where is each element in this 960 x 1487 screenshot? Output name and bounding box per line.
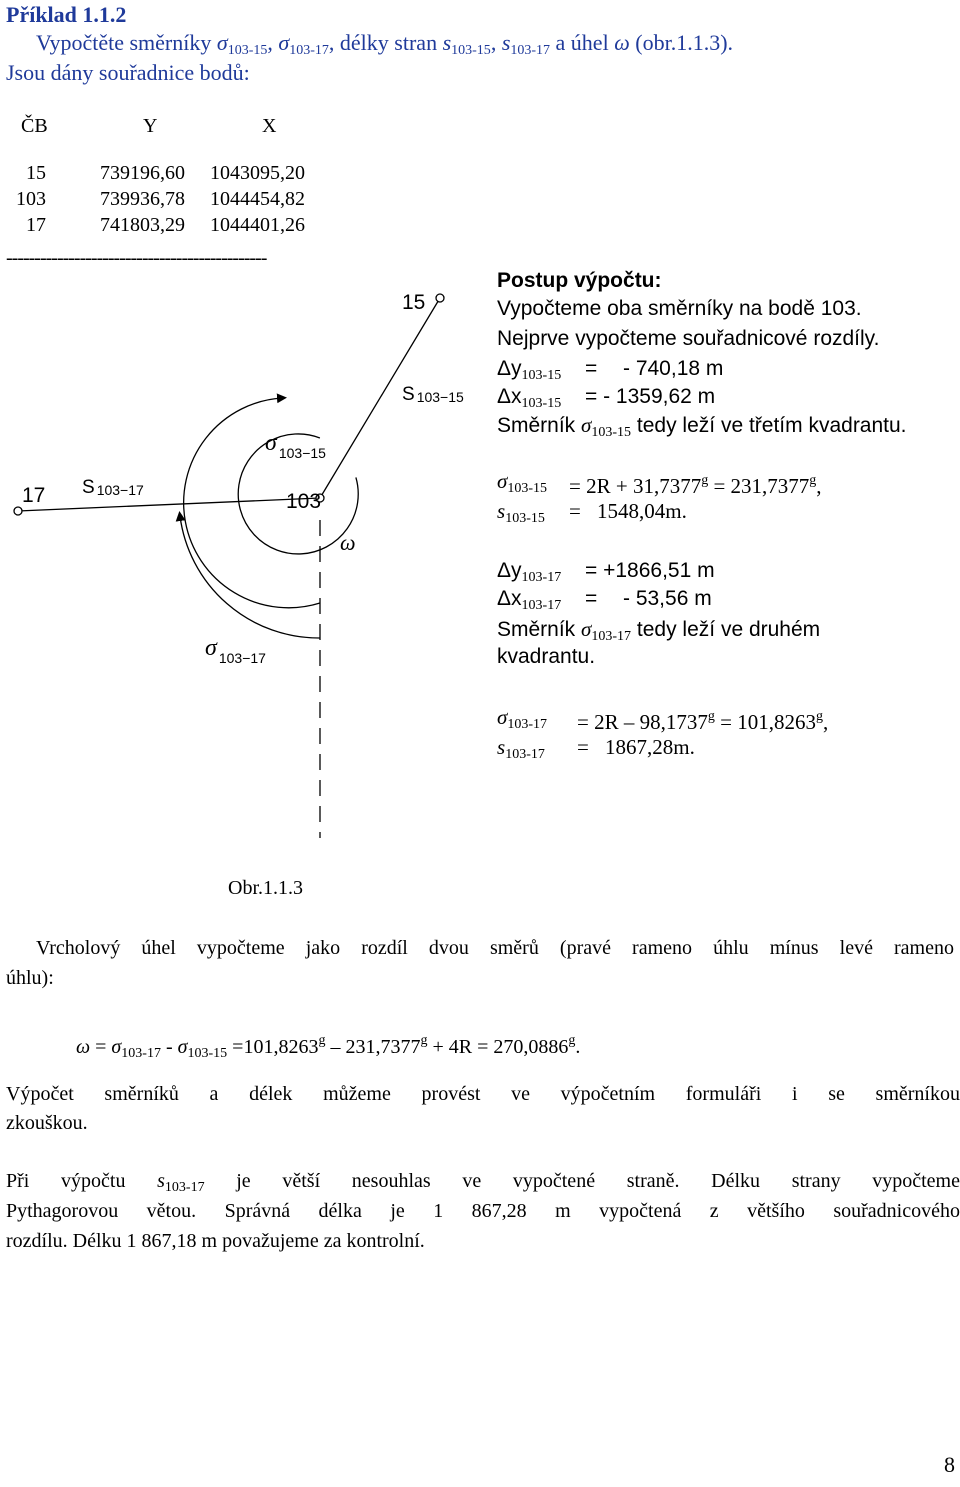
- label-omega: ω: [340, 530, 356, 555]
- point-15: [436, 294, 444, 302]
- omega-equation: $\omega = \sigma_{103-17} - \sigma_{103-15} =101,8263^g - 231,7377^g + 4R = 270,0886^g$.: [76, 1033, 581, 1061]
- calc-line-1: Vypočteme oba směrníky na bodě 103.: [497, 297, 862, 320]
- intro-line-2: Jsou dány souřadnice bodů:: [6, 60, 250, 85]
- calc-sigma-103-15: $\sigma_{103-15}$ = 2R + 31,7377$^g$ = 231,7377$^g$,: [497, 469, 822, 498]
- table-row: 103 739936,78 1044454,82: [16, 188, 305, 210]
- calc-sigma-103-17: $\sigma_{103-17}$ = 2R – 98,1737$^g$ = 101,8263$^g$,: [497, 705, 829, 734]
- table-separator: ----------------------------------------------: [6, 247, 267, 269]
- calc-dy-103-15: $\Delta y_{103-15}$ = - 740,18 m: [497, 357, 724, 383]
- table-row: 15 739196,60 1043095,20: [26, 162, 305, 184]
- calc-dx-103-17: $\Delta x_{103-17}$ = - 53,56 m: [497, 587, 712, 613]
- calc-dy-103-17: $\Delta y_{103-17}$ = +1866,51 m: [497, 559, 715, 585]
- label-s-103-15: S 103−15: [402, 384, 464, 405]
- calc-dx-103-15: $\Delta x_{103-15}$ = - 1359,62 m: [497, 385, 716, 411]
- paragraph-1-line-1: Vrcholový úhel vypočteme jako rozdíl dvou směrů (pravé rameno úhlu mínus levé rameno: [36, 937, 954, 959]
- intro-line-1: Vypočtěte směrníky $\sigma_{103-15}$, $\sigma_{103-17}$, délky stran $s_{103-15}$, $s_{103-17}$ a úhel ω (obr.1.1.3).: [36, 30, 734, 58]
- label-point-17: 17: [22, 484, 46, 507]
- paragraph-3-line-3: rozdílu. Délku 1 867,18 m považujeme za kontrolní.: [6, 1230, 425, 1252]
- paragraph-1-line-2: úhlu):: [6, 967, 54, 989]
- label-point-103: 103: [286, 490, 322, 513]
- calc-quadrant-103-17: Směrník $\sigma_{103-17}$ tedy leží ve druhém: [497, 617, 821, 644]
- page-title: Příklad 1.1.2: [6, 2, 127, 27]
- calc-quadrant-103-17-cont: kvadrantu.: [497, 645, 596, 668]
- figure-caption: Obr.1.1.3: [228, 877, 303, 899]
- calc-heading: Postup výpočtu:: [497, 269, 662, 292]
- label-sigma-103-15: σ $_{103-15}$: [265, 430, 326, 461]
- calc-s-103-17: $s_{103-17}$ = 1867,28m.: [497, 735, 695, 762]
- table-header-row: [0, 115, 320, 141]
- calc-s-103-15: $s_{103-15}$ = 1548,04m.: [497, 499, 687, 526]
- table-row: 17 741803,29 1044401,26: [26, 214, 305, 236]
- paragraph-2-line-1: Výpočet směrníků a délek můžeme provést ve výpočetním formuláři i se směrníkou: [6, 1083, 960, 1105]
- point-17: [14, 507, 22, 515]
- paragraph-3-line-1: Při výpočtu $s_{103-17}$ je větší nesouhlas ve vypočtené straně. Délku strany vypočteme: [6, 1170, 960, 1195]
- label-s-103-17: S 103−17: [82, 477, 144, 498]
- line-103-17: [18, 498, 320, 511]
- label-point-15: 15: [402, 291, 426, 314]
- col-header-x: X: [262, 115, 277, 137]
- col-header-cb: ČB: [21, 115, 48, 137]
- paragraph-3-line-2: Pythagorovou větou. Správná délka je 1 867,28 m vypočtená z většího souřadnicového: [6, 1200, 960, 1222]
- calculation-block: [497, 0, 960, 800]
- page-number: 8: [944, 1452, 955, 1477]
- calc-quadrant-103-15: Směrník $\sigma_{103-15}$ tedy leží ve třetím kvadrantu.: [497, 413, 907, 440]
- sigma-103-17-arc: [180, 516, 320, 638]
- paragraph-2-line-2: zkouškou.: [6, 1112, 88, 1134]
- figure-directions-diagram: [0, 280, 490, 840]
- col-header-y: Y: [143, 115, 158, 137]
- label-sigma-103-17: σ $_{103-17}$: [205, 635, 266, 666]
- calc-line-2: Nejprve vypočteme souřadnicové rozdíly.: [497, 327, 880, 350]
